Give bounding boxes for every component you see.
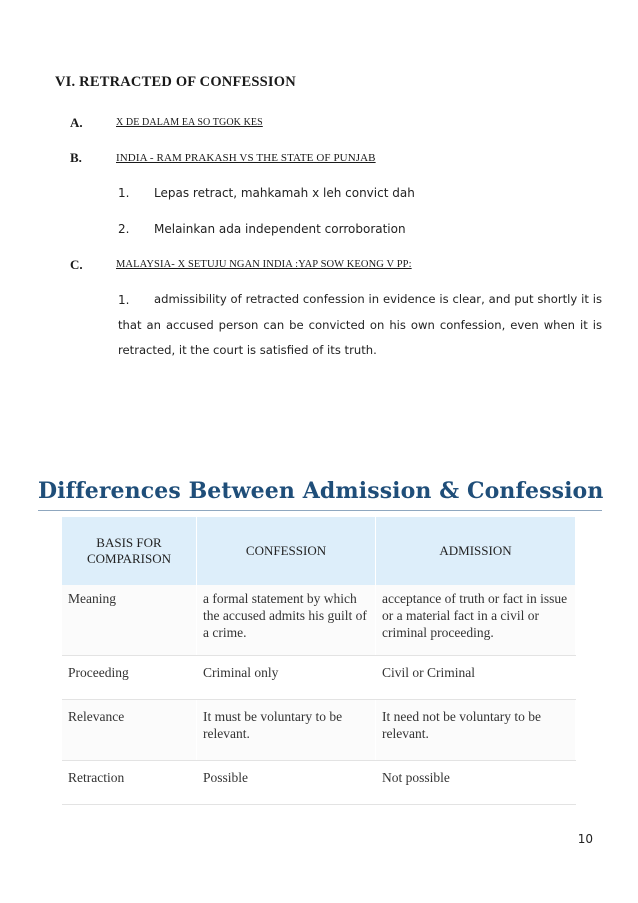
cell-admission: Not possible — [376, 761, 576, 805]
table-row — [62, 761, 576, 805]
item-c-text: MALAYSIA- X SETUJU NGAN INDIA :YAP SOW KEONG V PP: — [116, 259, 412, 270]
section-heading: VI. RETRACTED OF CONFESSION — [55, 74, 296, 90]
cell-admission: acceptance of truth or fact in issue or a material fact in a civil or criminal proceeding. — [376, 585, 576, 656]
paragraph-line-3: retracted, it the court is satisfied of its truth. — [118, 343, 377, 357]
table-row — [62, 656, 576, 700]
item-b-letter: B. — [70, 150, 82, 165]
cell-admission: It need not be voluntary to be relevant. — [376, 700, 576, 761]
cell-confession: It must be voluntary to be relevant. — [197, 700, 376, 761]
item-c-letter: C. — [70, 257, 83, 272]
item-b-sub2-num: 2. — [118, 222, 130, 236]
header-basis: BASIS FOR COMPARISON — [62, 517, 197, 585]
page-number: 10 — [577, 832, 593, 846]
differences-title: Differences Between Admission & Confession — [38, 478, 604, 504]
cell-basis: Retraction — [62, 761, 197, 805]
item-b-sub1-num: 1. — [118, 186, 130, 200]
table-row — [62, 700, 576, 761]
cell-basis: Proceeding — [62, 656, 197, 700]
item-b-sub2-text: Melainkan ada independent corroboration — [154, 222, 406, 236]
cell-basis: Meaning — [62, 585, 197, 656]
title-underline — [38, 510, 602, 511]
paragraph-line-1: admissibility of retracted confession in evidence is clear, and put shortly it is — [154, 292, 602, 306]
item-b-text: INDIA - RAM PRAKASH VS THE STATE OF PUNJAB — [116, 152, 376, 164]
cell-confession: a formal statement by which the accused admits his guilt of a crime. — [197, 585, 376, 656]
header-confession: CONFESSION — [197, 517, 376, 585]
header-admission: ADMISSION — [376, 517, 576, 585]
cell-confession: Possible — [197, 761, 376, 805]
cell-basis: Relevance — [62, 700, 197, 761]
item-a-text: X DE DALAM EA SO TGOK KES — [116, 117, 263, 128]
table-header-row — [62, 517, 576, 585]
cell-admission: Civil or Criminal — [376, 656, 576, 700]
paragraph-line-2: that an accused person can be convicted on his own confession, even when it is — [118, 317, 602, 332]
item-c-sub1-num: 1. — [118, 293, 130, 307]
comparison-table — [62, 517, 576, 805]
cell-confession: Criminal only — [197, 656, 376, 700]
item-c-sub1-paragraph — [118, 287, 602, 364]
table-row — [62, 585, 576, 656]
item-a-letter: A. — [70, 115, 83, 130]
item-b-sub1-text: Lepas retract, mahkamah x leh convict dah — [154, 186, 415, 200]
